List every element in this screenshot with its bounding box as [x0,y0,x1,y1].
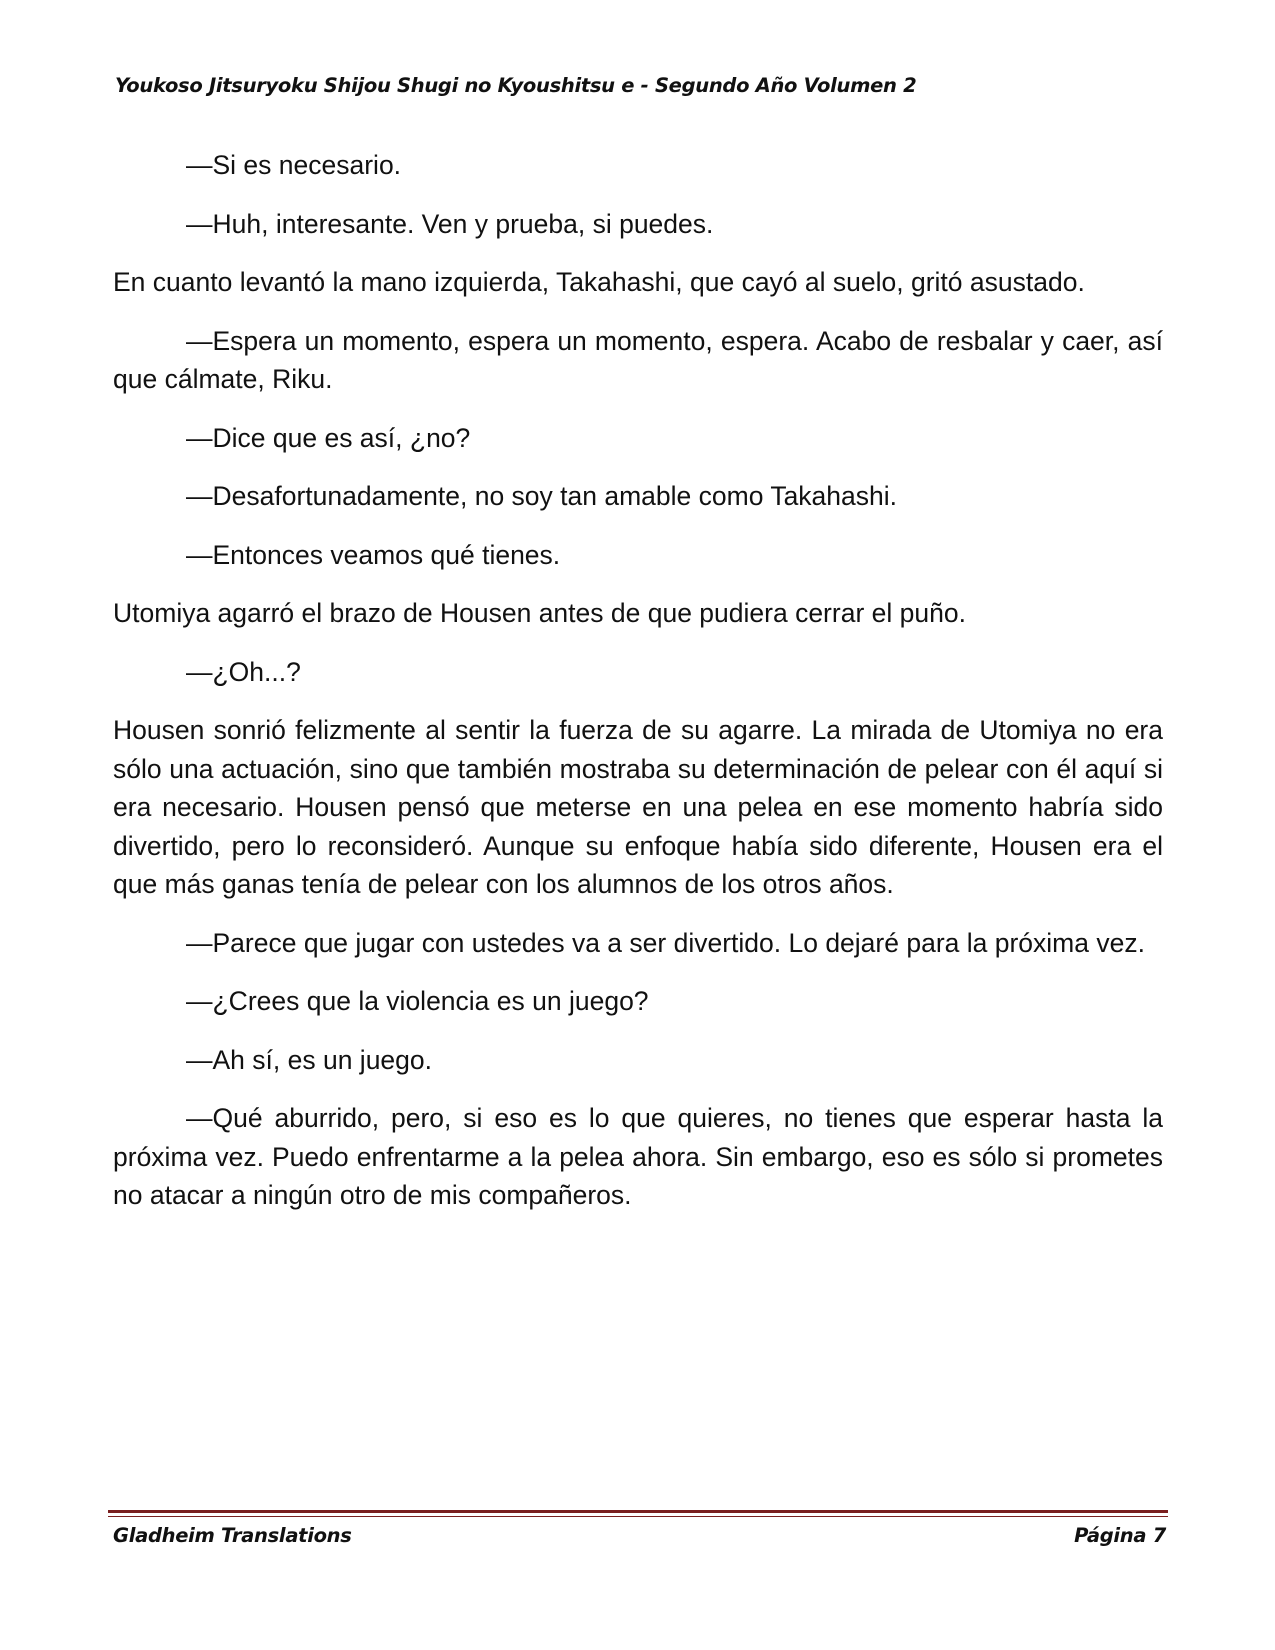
page-number: Página 7 [1074,1524,1166,1547]
running-header: Youkoso Jitsuryoku Shijou Shugi no Kyoushitsu e - Segundo Año Volumen 2 [115,74,917,97]
page-body [113,146,1163,1235]
footer-divider [108,1510,1168,1517]
dialogue-line: —¿Crees que la violencia es un juego? [186,986,649,1016]
dialogue-line: —Entonces veamos qué tienes. [186,539,561,570]
dialogue-line: —Qué aburrido, pero, si eso es lo que quieres, no tienes que esperar hasta la próxima vez. Puedo enfrentarme a la pelea ahora. Sin embargo, eso es sólo si prometes no atacar a ningún otro de mis compañeros. [113,1103,1163,1210]
page-footer [113,1524,1166,1547]
narration-paragraph: Housen sonrió felizmente al sentir la fuerza de su agarre. La mirada de Utomiya no era sólo una actuación, sino que también mostraba su determinación de pelear con él aquí si era necesario. Housen pensó que meterse en una pelea en ese momento habría sido divertido, pero lo reconsideró. Aunque su enfoque había sido diferente, Housen era el que más ganas tenía de pelear con los alumnos de los otros años. [113,715,1163,899]
dialogue-line: —Huh, interesante. Ven y prueba, si puedes. [186,208,714,239]
footer-publisher: Gladheim Translations [113,1524,352,1547]
dialogue-line: —Dice que es así, ¿no? [186,422,471,453]
narration-paragraph: Utomiya agarró el brazo de Housen antes de que pudiera cerrar el puño. [113,598,966,628]
dialogue-line: —Espera un momento, espera un momento, espera. Acabo de resbalar y caer, así que cálmate, Riku. [113,325,1163,394]
dialogue-line: —Ah sí, es un juego. [186,1044,433,1075]
dialogue-line: —Si es necesario. [186,150,402,180]
dialogue-line: —Desafortunadamente, no soy tan amable como Takahashi. [186,481,898,511]
dialogue-line: —Parece que jugar con ustedes va a ser divertido. Lo dejaré para la próxima vez. [186,927,1145,958]
narration-paragraph: En cuanto levantó la mano izquierda, Takahashi, que cayó al suelo, gritó asustado. [113,267,1085,297]
dialogue-line: —¿Oh...? [186,656,301,687]
